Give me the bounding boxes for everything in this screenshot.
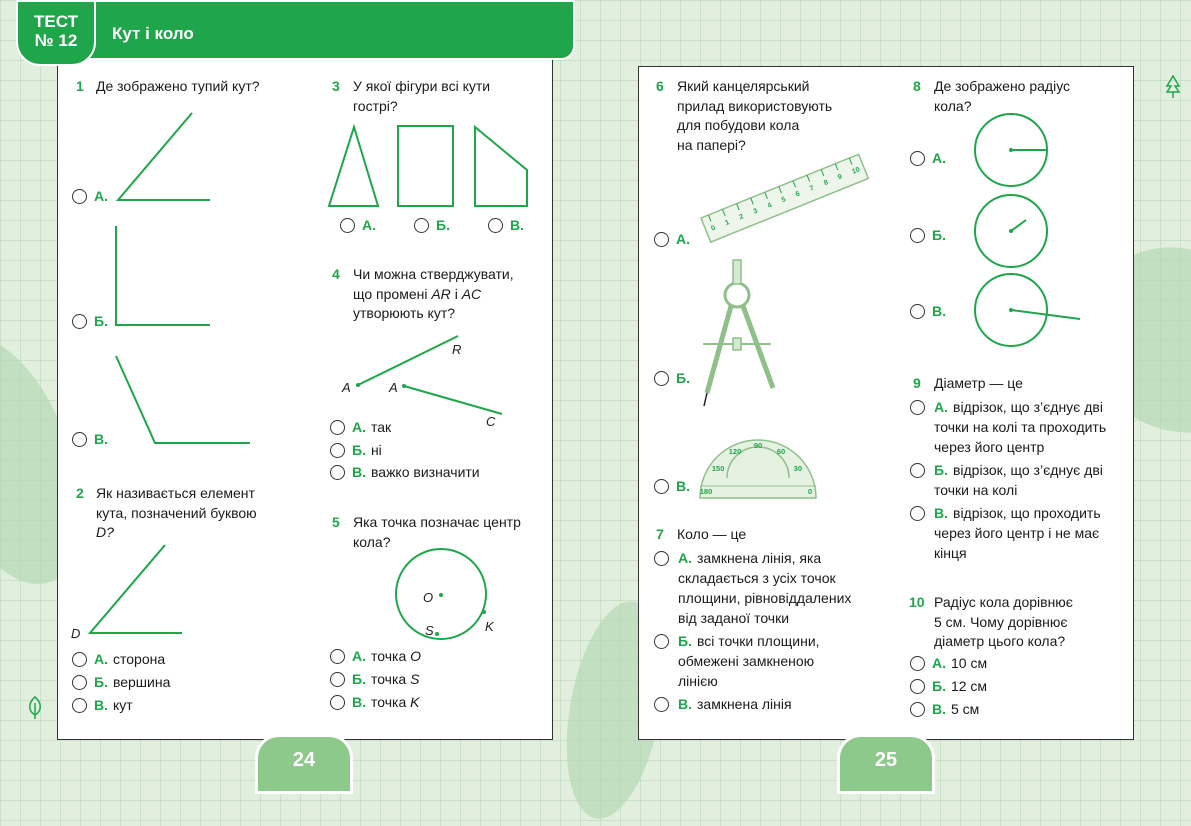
option-letter: Б. — [352, 671, 366, 687]
option-text: важко визначити — [371, 464, 480, 480]
question-line: гострі? — [353, 97, 398, 114]
ruler-tick-label: 0 — [710, 224, 717, 233]
option-line: через його центр — [934, 439, 1045, 455]
option-line: точки на колі — [934, 482, 1018, 498]
option-letter: В. — [510, 217, 524, 233]
ruler-tick-label: 8 — [822, 179, 830, 188]
option-letter: В. — [94, 431, 108, 447]
option-line: кінця — [934, 545, 967, 561]
radio-button[interactable] — [340, 218, 355, 233]
point-label: A — [342, 380, 351, 395]
option-text: 5 см — [951, 701, 980, 717]
option-line: всі точки площини, — [696, 633, 820, 649]
option-letter: Б. — [94, 674, 108, 690]
option-letter: В. — [678, 696, 692, 712]
answer-option[interactable] — [72, 673, 170, 692]
option-text: точка — [370, 671, 407, 687]
option-text: точка — [371, 648, 407, 664]
option-letter: Б. — [676, 370, 690, 386]
option-letter: А. — [932, 150, 946, 166]
radio-button[interactable] — [72, 432, 87, 447]
radio-button[interactable] — [72, 675, 87, 690]
protractor-label: 90 — [753, 441, 763, 450]
text-fragment: і — [454, 285, 458, 302]
radio-button[interactable] — [654, 551, 669, 566]
answer-option[interactable] — [654, 631, 884, 691]
question-line: Яка точка позначає центр — [353, 514, 521, 530]
trapezoid-figure — [473, 125, 531, 208]
option-letter: А. — [94, 188, 108, 204]
question-text — [353, 513, 521, 552]
radio-button[interactable] — [330, 420, 345, 435]
ray-name: AR — [431, 285, 451, 302]
ruler-figure — [695, 150, 870, 245]
answer-option[interactable] — [910, 677, 987, 696]
answer-option[interactable] — [654, 477, 695, 496]
radio-button[interactable] — [654, 232, 669, 247]
question-number: 1 — [76, 78, 84, 94]
option-letter: А. — [94, 651, 108, 667]
ruler-tick-label: 2 — [738, 213, 745, 222]
protractor-label: 60 — [776, 447, 786, 457]
answer-option[interactable] — [72, 650, 165, 669]
option-letter: В. — [352, 694, 366, 710]
option-text: кут — [113, 697, 133, 713]
question-line: кола? — [934, 97, 972, 114]
answer-option[interactable] — [910, 700, 979, 719]
radio-button[interactable] — [910, 702, 925, 717]
question-number: 6 — [656, 78, 664, 94]
protractor-figure — [697, 418, 819, 500]
radio-button[interactable] — [330, 672, 345, 687]
answer-option[interactable] — [72, 696, 133, 715]
question-line: Як називається елемент — [96, 485, 255, 501]
option-letter: В. — [676, 478, 690, 494]
option-text — [934, 460, 1130, 500]
option-letter: Б. — [352, 442, 366, 458]
protractor-label: 0 — [807, 487, 813, 496]
option-text: 12 см — [950, 678, 988, 694]
radio-button[interactable] — [654, 697, 669, 712]
option-line: замкнена лінія, яка — [697, 550, 822, 566]
question-number: 10 — [909, 594, 925, 610]
point-name: K — [410, 694, 420, 710]
question-line: Який канцелярський — [677, 78, 810, 94]
radio-button[interactable] — [330, 465, 345, 480]
option-letter: А. — [932, 655, 946, 671]
answer-option[interactable] — [910, 397, 1130, 457]
answer-option[interactable] — [654, 694, 884, 714]
question-line: для побудови кола — [677, 117, 800, 133]
angle-figure-b — [115, 225, 215, 327]
answer-option[interactable] — [910, 654, 987, 673]
question-text — [96, 484, 257, 543]
question-line: 5 см. Чому дорівнює — [934, 613, 1068, 630]
point-label: A — [389, 380, 398, 395]
option-line: через його центр і не має — [934, 525, 1100, 541]
test-badge — [16, 0, 96, 66]
option-letter: Б. — [436, 217, 450, 233]
question-text: Коло — це — [677, 526, 747, 542]
triangle-figure — [327, 125, 382, 208]
test-label: ТЕСТ — [34, 12, 78, 31]
option-letter: В. — [932, 303, 946, 319]
ray-name: AC — [461, 285, 482, 302]
answer-option[interactable] — [910, 503, 1130, 563]
angle-figure-d — [70, 540, 200, 645]
answer-option[interactable] — [910, 302, 951, 321]
radio-button[interactable] — [910, 151, 925, 166]
question-text: Діаметр — це — [934, 375, 1023, 391]
leaf-icon — [1166, 76, 1180, 98]
option-letter: В. — [94, 697, 108, 713]
option-line: складається з усіх точок — [678, 570, 836, 586]
option-letter: А. — [362, 217, 376, 233]
point-label: K — [485, 619, 494, 634]
question-line: кута, позначений буквою — [96, 504, 257, 521]
radio-button[interactable] — [654, 634, 669, 649]
answer-option[interactable] — [654, 230, 695, 249]
question-text — [353, 265, 514, 324]
answer-option[interactable] — [340, 216, 381, 235]
ruler-tick-label: 1 — [724, 218, 731, 227]
header-bar — [20, 0, 575, 60]
point-label: O — [423, 590, 434, 605]
option-text — [678, 694, 884, 714]
question-number: 5 — [332, 514, 340, 530]
question-number: 9 — [913, 375, 921, 391]
answer-option[interactable] — [488, 216, 529, 235]
option-letter: А. — [934, 399, 948, 415]
answer-option[interactable] — [654, 369, 695, 388]
option-line: від заданої точки — [678, 610, 790, 626]
question-line: на папері? — [677, 136, 746, 153]
radio-button[interactable] — [910, 679, 925, 694]
angle-figure-c — [115, 355, 255, 447]
option-line: площини, рівновіддалених — [678, 590, 852, 606]
circle-radius-a — [973, 112, 1051, 190]
answer-option[interactable] — [330, 670, 419, 689]
option-letter: Б. — [94, 313, 108, 329]
question-number: 2 — [76, 485, 84, 501]
answer-option[interactable] — [654, 548, 884, 628]
radio-button[interactable] — [910, 463, 925, 478]
protractor-label: 150 — [711, 464, 725, 473]
ruler-tick-label: 10 — [851, 166, 862, 176]
point-name: S — [410, 671, 420, 687]
radio-button[interactable] — [72, 698, 87, 713]
option-letter: Б. — [932, 678, 946, 694]
angle-figure-a — [115, 110, 215, 205]
question-line: D? — [96, 524, 114, 540]
rays-figure — [340, 330, 510, 430]
protractor-label: 120 — [728, 447, 742, 457]
page-number-tab: 24 — [255, 734, 353, 794]
ruler-tick-label: 4 — [766, 201, 773, 210]
radio-button[interactable] — [72, 189, 87, 204]
radio-button[interactable] — [910, 400, 925, 415]
point-label: R — [452, 342, 462, 357]
option-line: відрізок, що з’єднує дві — [952, 462, 1103, 478]
option-line: лінією — [678, 673, 718, 689]
leaf-icon — [28, 697, 42, 719]
answer-option[interactable] — [414, 216, 455, 235]
radio-button[interactable] — [654, 479, 669, 494]
option-letter: А. — [676, 231, 690, 247]
radio-button[interactable] — [72, 652, 87, 667]
question-line: діаметр цього кола? — [934, 633, 1066, 649]
text-fragment: що промені — [353, 285, 428, 302]
ruler-tick-label: 9 — [837, 173, 844, 182]
option-letter: А. — [352, 648, 366, 664]
page-number-tab: 25 — [837, 734, 935, 794]
question-number: 7 — [656, 526, 664, 542]
answer-option[interactable] — [910, 460, 1130, 500]
question-line: Радіус кола дорівнює — [934, 594, 1073, 610]
question-line: Де зображено радіус — [934, 78, 1071, 94]
ruler-tick-label: 7 — [808, 184, 816, 193]
protractor-label: 30 — [793, 464, 803, 473]
radio-button[interactable] — [330, 695, 345, 710]
answer-option[interactable] — [330, 418, 391, 437]
radio-button[interactable] — [910, 506, 925, 521]
option-letter: А. — [678, 550, 692, 566]
answer-option[interactable] — [910, 149, 951, 168]
answer-option[interactable] — [72, 187, 113, 206]
question-text: Де зображено тупий кут? — [96, 78, 260, 94]
option-letter: В. — [934, 505, 948, 521]
option-line: відрізок, що з’єднує дві — [953, 399, 1103, 415]
chapter-title: Кут і коло — [112, 24, 194, 43]
radio-button[interactable] — [330, 443, 345, 458]
option-text: так — [371, 419, 392, 435]
point-name: O — [410, 648, 422, 664]
point-label: C — [486, 414, 496, 429]
option-letter: Б. — [678, 633, 692, 649]
vertex-label: D — [71, 626, 81, 641]
answer-option[interactable] — [330, 463, 480, 482]
question-text — [934, 593, 1073, 652]
circle-figure — [390, 548, 500, 643]
radio-button[interactable] — [910, 228, 925, 243]
option-text — [934, 397, 1130, 457]
option-line: відрізок, що проходить — [953, 505, 1101, 521]
protractor-label: 180 — [699, 487, 713, 496]
compass-figure — [695, 258, 785, 408]
option-text — [678, 631, 884, 691]
question-line: прилад використовують — [677, 97, 833, 114]
radio-button[interactable] — [910, 304, 925, 319]
question-number: 8 — [913, 78, 921, 94]
question-line: кола? — [353, 533, 391, 550]
circle-radius-b — [973, 193, 1051, 271]
option-line: точки на колі та проходить — [934, 419, 1107, 435]
option-letter: В. — [352, 464, 366, 480]
ruler-tick-label: 3 — [752, 207, 759, 216]
question-line: утворюють кут? — [353, 305, 456, 321]
answer-option[interactable] — [330, 647, 421, 666]
option-line: обмежені замкненою — [678, 653, 815, 669]
radio-button[interactable] — [488, 218, 503, 233]
answer-option[interactable] — [72, 430, 113, 449]
circle-radius-c — [973, 272, 1088, 350]
option-letter: В. — [932, 701, 946, 717]
option-text: 10 см — [951, 655, 988, 671]
option-text — [934, 503, 1130, 563]
answer-option[interactable] — [330, 441, 382, 460]
option-text: точка — [371, 694, 407, 710]
question-text — [934, 77, 1070, 116]
radio-button[interactable] — [910, 656, 925, 671]
option-letter: Б. — [932, 227, 946, 243]
option-line: замкнена лінія — [697, 696, 792, 712]
answer-option[interactable] — [330, 693, 419, 712]
ruler-tick-label: 5 — [780, 196, 787, 205]
radio-button[interactable] — [414, 218, 429, 233]
question-line — [353, 285, 514, 305]
option-text: ні — [370, 442, 382, 458]
radio-button[interactable] — [72, 314, 87, 329]
test-number: № 12 — [34, 31, 78, 50]
option-letter: А. — [352, 419, 366, 435]
question-text — [353, 77, 490, 116]
question-text — [677, 77, 832, 155]
option-text: вершина — [112, 674, 171, 690]
option-text: сторона — [113, 651, 166, 667]
ruler-tick-label: 6 — [794, 190, 802, 199]
option-letter: Б. — [934, 462, 948, 478]
answer-option[interactable] — [72, 312, 113, 331]
answer-option[interactable] — [910, 226, 951, 245]
radio-button[interactable] — [654, 371, 669, 386]
question-number: 4 — [332, 266, 340, 282]
question-number: 3 — [332, 78, 340, 94]
rectangle-figure — [397, 125, 455, 208]
option-text — [678, 548, 884, 628]
question-line: У якої фігури всі кути — [353, 78, 491, 94]
point-label: S — [425, 623, 434, 638]
radio-button[interactable] — [330, 649, 345, 664]
question-line: Чи можна стверджувати, — [353, 266, 514, 282]
